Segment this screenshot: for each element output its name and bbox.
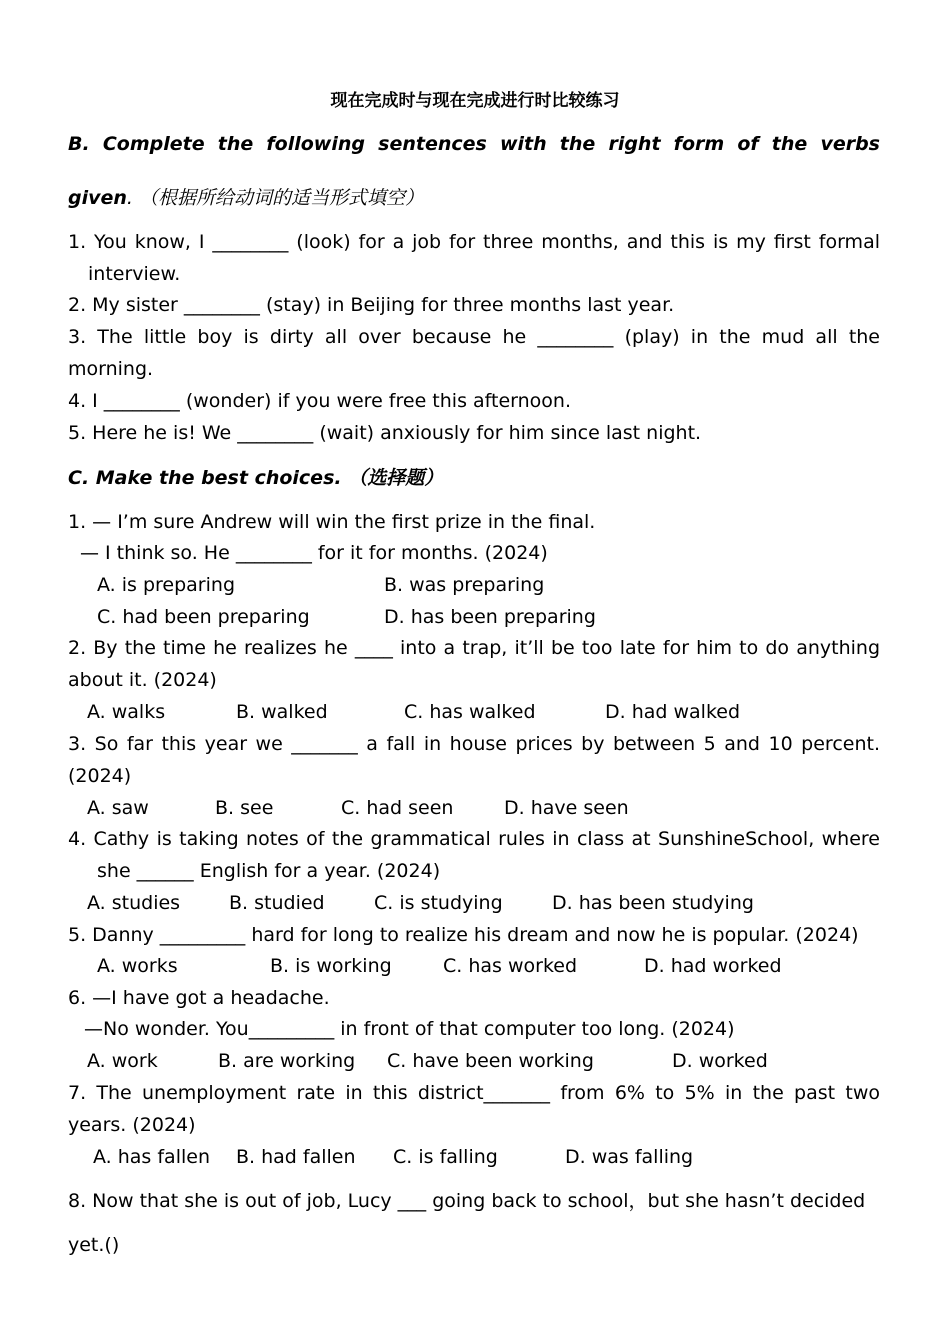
- b-question-2: 2. My sister ________ (stay) in Beijing for three months last year.: [68, 294, 675, 316]
- c-question-3-cont: (2024): [68, 765, 132, 787]
- c-q6-option-a[interactable]: A. work: [87, 1050, 158, 1072]
- c-q2-option-c[interactable]: C. has walked: [404, 701, 536, 723]
- c-q5-option-d[interactable]: D. had worked: [644, 955, 782, 977]
- c-q6-option-b[interactable]: B. are working: [218, 1050, 356, 1072]
- c-q5-option-a[interactable]: A. works: [97, 955, 178, 977]
- c-question-8: 8. Now that she is out of job, Lucy ___ going back to school，but she hasn’t decided: [68, 1190, 866, 1212]
- c-question-1: 1. — I’m sure Andrew will win the first prize in the final.: [68, 511, 596, 533]
- c-q7-option-b[interactable]: B. had fallen: [236, 1146, 356, 1168]
- c-question-8-cont: yet.(): [68, 1234, 120, 1256]
- c-question-6: 6. —I have got a headache.: [68, 987, 330, 1009]
- b-question-4: 4. I ________ (wonder) if you were free this afternoon.: [68, 390, 571, 412]
- b-question-5: 5. Here he is! We ________ (wait) anxiously for him since last night.: [68, 422, 702, 444]
- section-b-heading-continued: [68, 186, 424, 210]
- section-b-heading-given: given: [68, 187, 127, 209]
- c-question-4: 4. Cathy is taking notes of the grammatical rules in class at SunshineSchool, where: [68, 828, 880, 850]
- c-q1-option-b[interactable]: B. was preparing: [384, 574, 545, 596]
- c-q4-option-d[interactable]: D. has been studying: [552, 892, 754, 914]
- c-q7-option-c[interactable]: C. is falling: [393, 1146, 498, 1168]
- c-q4-option-b[interactable]: B. studied: [229, 892, 325, 914]
- c-q1-option-c[interactable]: C. had been preparing: [97, 606, 310, 628]
- c-q6-option-c[interactable]: C. have been working: [387, 1050, 594, 1072]
- c-q3-option-a[interactable]: A. saw: [87, 797, 149, 819]
- c-question-6-reply: —No wonder. You_________ in front of that computer too long. (2024): [84, 1018, 735, 1040]
- page-title: 现在完成时与现在完成进行时比较练习: [330, 91, 620, 111]
- c-question-7: 7. The unemployment rate in this district_______ from 6% to 5% in the past two: [68, 1082, 880, 1104]
- c-q2-option-a[interactable]: A. walks: [87, 701, 166, 723]
- c-q3-option-b[interactable]: B. see: [215, 797, 274, 819]
- c-q5-option-c[interactable]: C. has worked: [443, 955, 578, 977]
- b-question-3-cont: morning.: [68, 358, 154, 380]
- b-question-1: 1. You know, I ________ (look) for a job for three months, and this is my first formal: [68, 231, 880, 253]
- c-q4-option-c[interactable]: C. is studying: [374, 892, 503, 914]
- c-q1-option-a[interactable]: A. is preparing: [97, 574, 236, 596]
- c-q7-option-a[interactable]: A. has fallen: [93, 1146, 210, 1168]
- c-q7-option-d[interactable]: D. was falling: [565, 1146, 694, 1168]
- c-q2-option-b[interactable]: B. walked: [236, 701, 328, 723]
- c-question-1-reply: — I think so. He ________ for it for months. (2024): [80, 542, 548, 564]
- c-q6-option-d[interactable]: D. worked: [672, 1050, 768, 1072]
- c-question-2: 2. By the time he realizes he ____ into a trap, it’ll be too late for him to do anything: [68, 637, 880, 659]
- c-q2-option-d[interactable]: D. had walked: [605, 701, 741, 723]
- c-question-4-cont: she ______ English for a year. (2024): [97, 860, 441, 882]
- c-q4-option-a[interactable]: A. studies: [87, 892, 181, 914]
- c-q3-option-c[interactable]: C. had seen: [341, 797, 454, 819]
- b-question-3: 3. The little boy is dirty all over because he ________ (play) in the mud all the: [68, 326, 880, 348]
- c-q5-option-b[interactable]: B. is working: [270, 955, 392, 977]
- b-question-1-cont: interview.: [88, 263, 181, 285]
- c-question-3: 3. So far this year we _______ a fall in house prices by between 5 and 10 percent.: [68, 733, 880, 755]
- section-b-heading-instruction: . （根据所给动词的适当形式填空）: [126, 187, 425, 209]
- c-q3-option-d[interactable]: D. have seen: [504, 797, 629, 819]
- c-question-7-cont: years. (2024): [68, 1114, 196, 1136]
- c-question-5: 5. Danny _________ hard for long to realize his dream and now he is popular. (2024): [68, 924, 859, 946]
- c-question-2-cont: about it. (2024): [68, 669, 217, 691]
- section-b-heading: B. Complete the following sentences with the right form of the verbs: [68, 133, 880, 155]
- section-c-heading: C. Make the best choices. （选择题）: [68, 467, 444, 489]
- c-q1-option-d[interactable]: D. has been preparing: [384, 606, 596, 628]
